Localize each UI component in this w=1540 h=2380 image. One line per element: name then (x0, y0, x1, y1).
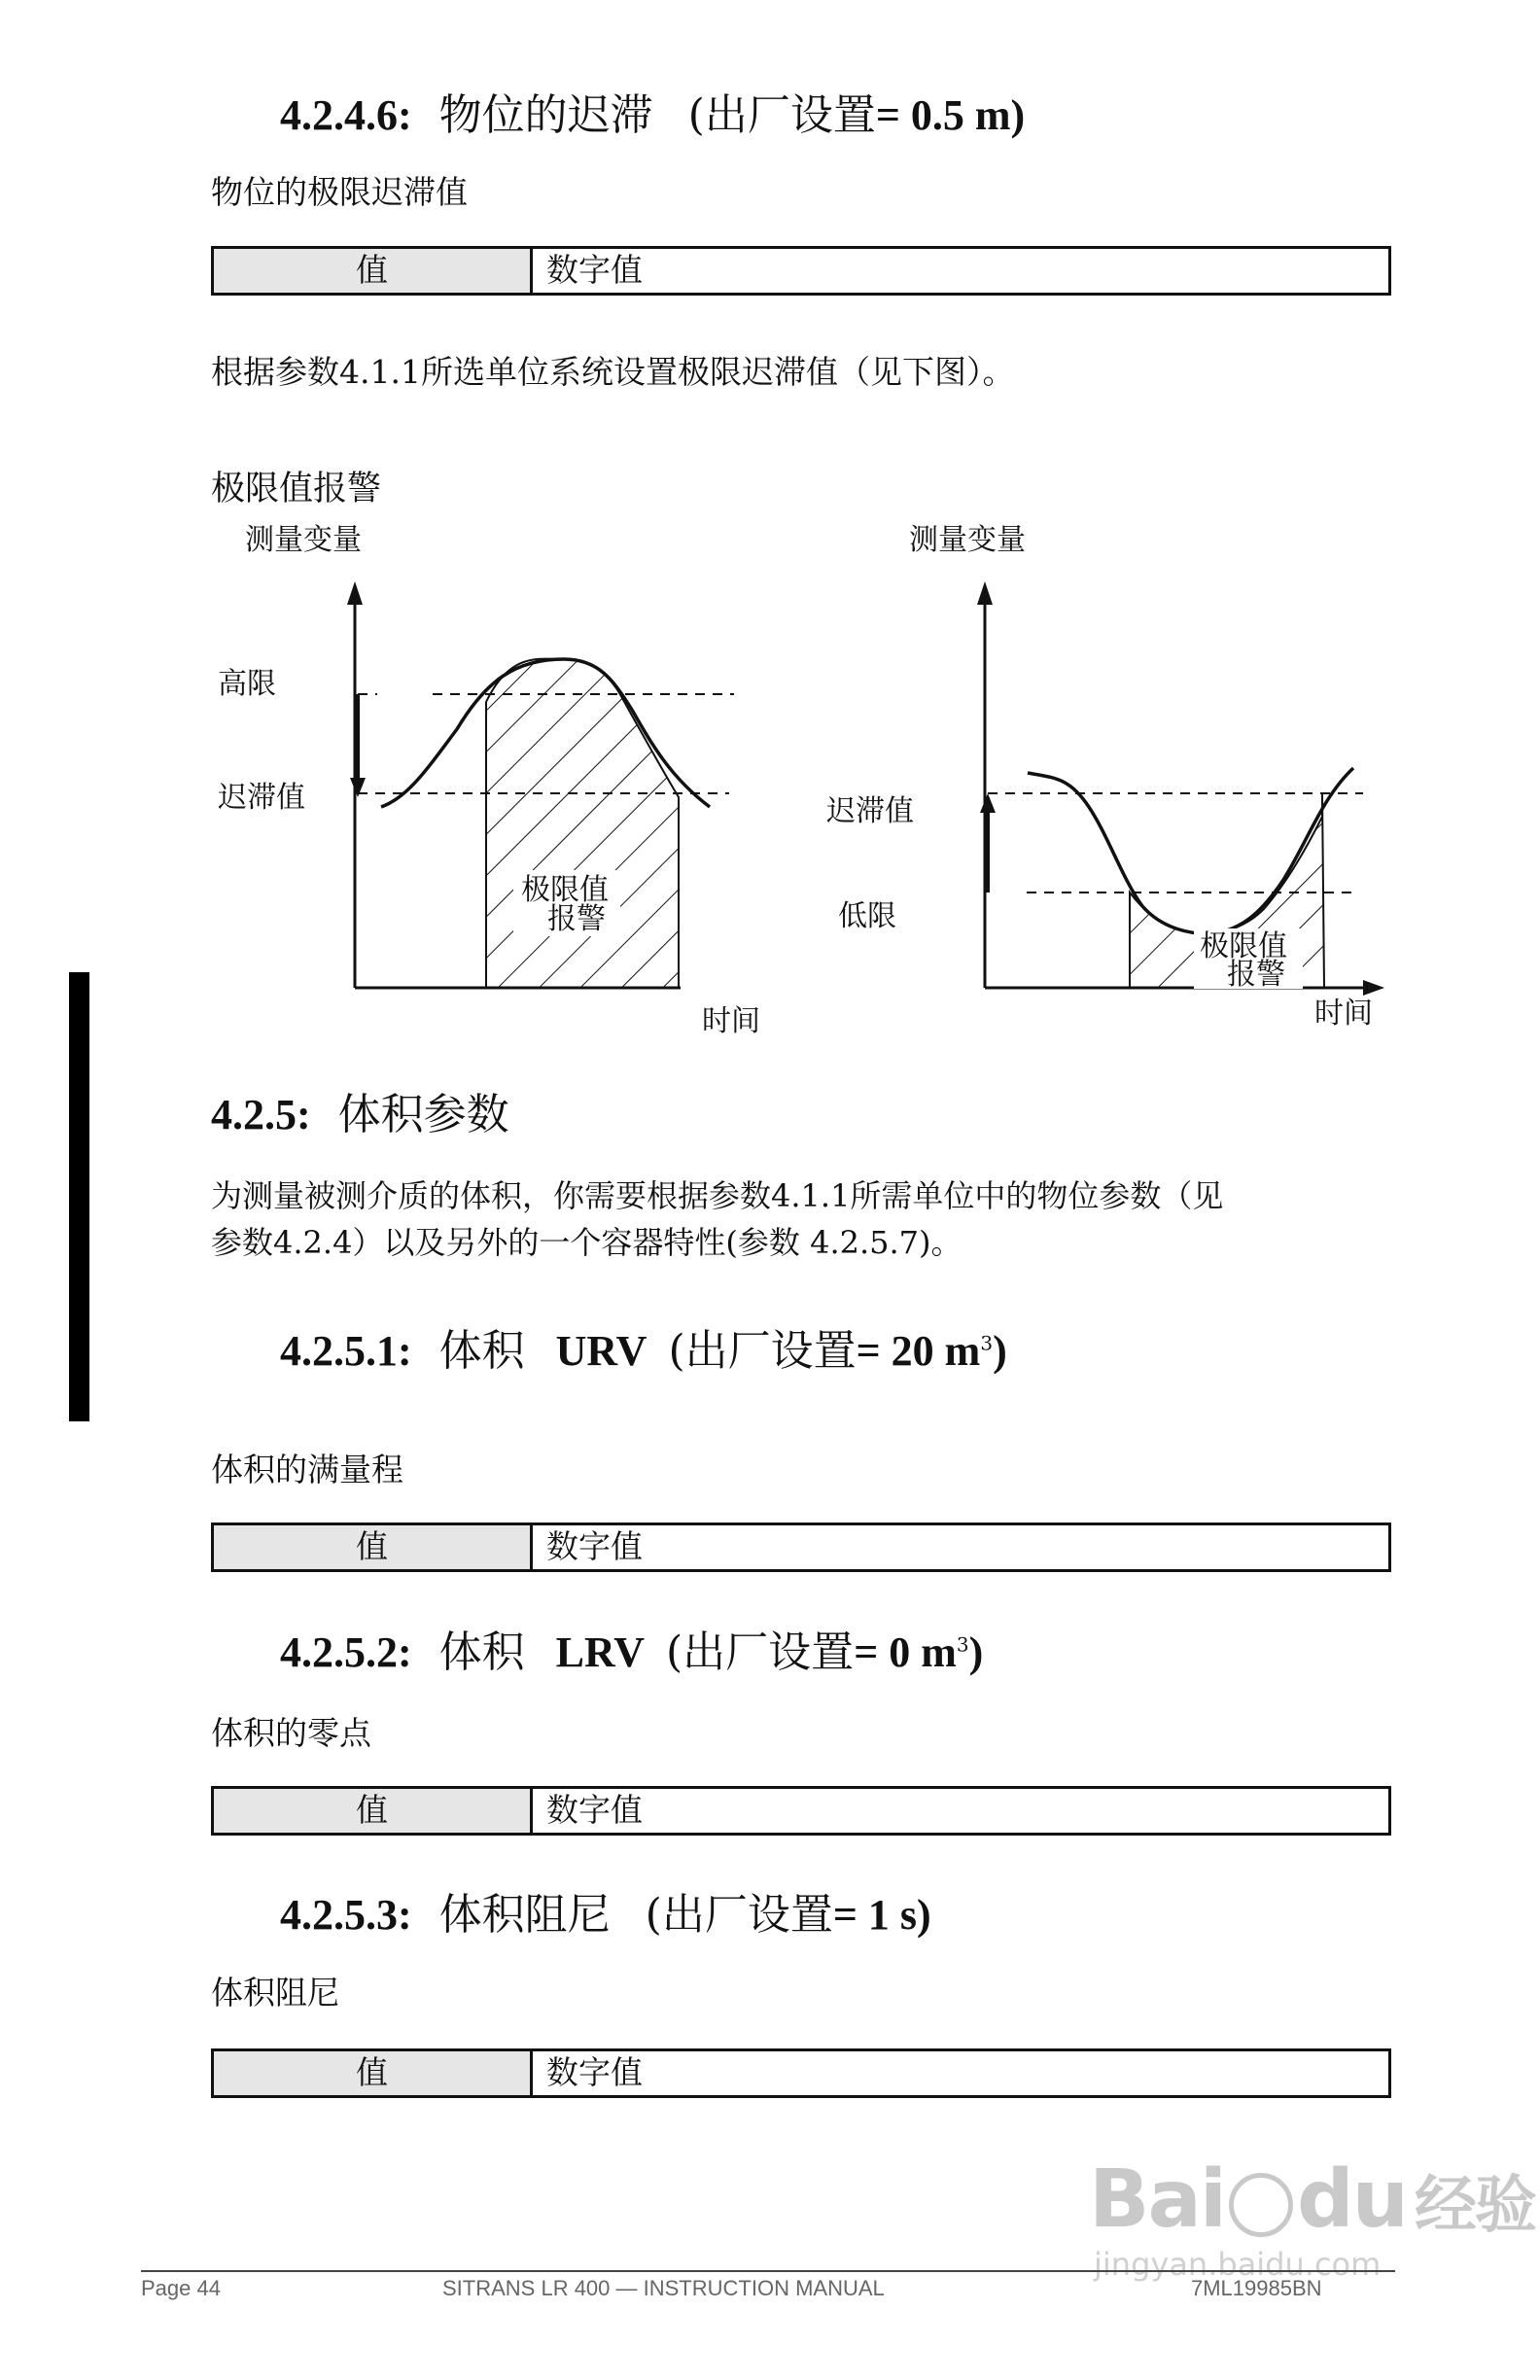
left-label-hysteresis: 迟滞值 (218, 781, 305, 815)
figure-title: 极限值报警 (211, 470, 382, 508)
right-label-low: 低限 (838, 899, 896, 933)
section-code: LRV (555, 1628, 646, 1676)
section-code: URV (555, 1327, 648, 1375)
left-label-high: 高限 (218, 667, 276, 701)
right-x-axis-arrow (1363, 980, 1384, 996)
value-table-label: 值 (214, 1525, 533, 1569)
unit-superscript: 3 (980, 1331, 994, 1355)
section-number: 4.2.4.6: (280, 91, 412, 139)
page-footer (141, 2270, 1395, 2300)
section-note: 根据参数4.1.1所选单位系统设置极限迟滞值（见下图）。 (211, 353, 1015, 391)
right-y-axis-arrow (977, 581, 993, 605)
section-heading-4-2-5 (211, 1079, 509, 1141)
footer-right: 7ML19985BN (1191, 2276, 1322, 2300)
baidu-watermark-logo (1089, 2153, 1535, 2246)
watermark-url: jingyan.baidu.com (1094, 2246, 1382, 2283)
section-heading-4-2-5-3 (280, 1879, 931, 1942)
watermark-brand: Bai (1089, 2153, 1225, 2246)
section-heading-4-2-5-2 (280, 1617, 983, 1679)
left-alarm-label-1: 极限值 (521, 873, 609, 907)
right-alarm-label-2: 报警 (1227, 958, 1285, 992)
default-prefix: (出厂设置 (687, 90, 876, 140)
section-title: 体积阻尼 (438, 1890, 611, 1940)
default-value: = 0 m (854, 1628, 957, 1676)
default-value: = 1 s) (832, 1891, 931, 1939)
section-number: 4.2.5: (211, 1091, 311, 1138)
section-paragraph (211, 1172, 1407, 1266)
section-description: 物位的极限迟滞值 (211, 173, 468, 211)
value-table (211, 1522, 1391, 1572)
value-table-label: 值 (214, 1789, 533, 1833)
left-alarm-region (486, 659, 679, 988)
right-hysteresis-arrowhead (980, 793, 996, 813)
left-x-label: 时间 (702, 1004, 760, 1038)
left-y-label: 测量变量 (245, 523, 362, 557)
default-value: = 20 m (856, 1327, 981, 1375)
section-title: 体积参数 (337, 1090, 509, 1139)
section-description: 体积的满量程 (211, 1451, 403, 1488)
left-alarm-label-2: 报警 (547, 902, 606, 936)
value-table (211, 2048, 1391, 2098)
paragraph-line-1: 为测量被测介质的体积，你需要根据参数4.1.1所需单位中的物位参数（见 (211, 1177, 1224, 1214)
section-title: 体积 (438, 1326, 525, 1376)
limit-alarm-figure (0, 0, 1540, 1069)
left-chart (218, 523, 760, 1038)
value-table (211, 1786, 1391, 1836)
paragraph-line-2: 参数4.2.4）以及另外的一个容器特性(参数 4.2.5.7)。 (211, 1224, 962, 1261)
default-prefix: (出厂设置 (666, 1628, 855, 1677)
value-table-label: 值 (214, 249, 533, 293)
section-number: 4.2.5.3: (280, 1891, 412, 1939)
section-number: 4.2.5.1: (280, 1327, 412, 1375)
default-prefix: (出厂设置 (645, 1890, 833, 1940)
change-bar (69, 972, 89, 1421)
section-number: 4.2.5.2: (280, 1628, 412, 1676)
default-close: ) (968, 1628, 984, 1676)
footer-center: SITRANS LR 400 — INSTRUCTION MANUAL (442, 2276, 885, 2300)
default-prefix: (出厂设置 (668, 1326, 857, 1376)
value-table-label: 值 (214, 2051, 533, 2095)
value-table-value: 数字值 (546, 1791, 643, 1829)
value-table-value: 数字值 (546, 2053, 643, 2091)
section-heading-4-2-5-1 (280, 1315, 1007, 1378)
right-label-hysteresis: 迟滞值 (826, 794, 914, 828)
default-value: = 0.5 m) (875, 91, 1026, 139)
paw-icon (1229, 2173, 1293, 2237)
right-chart (826, 523, 1384, 1031)
section-title: 物位的迟滞 (438, 90, 653, 140)
section-description: 体积阻尼 (211, 1974, 339, 2012)
right-x-label: 时间 (1314, 997, 1373, 1031)
watermark-brand-2: du (1296, 2153, 1408, 2246)
unit-superscript: 3 (956, 1632, 969, 1657)
section-title: 体积 (438, 1628, 525, 1677)
right-alarm-label-1: 极限值 (1200, 929, 1287, 963)
footer-left: Page 44 (141, 2276, 221, 2300)
value-table-value: 数字值 (546, 1527, 643, 1565)
watermark-brand-cn: 经验 (1415, 2170, 1536, 2242)
section-description: 体积的零点 (211, 1714, 371, 1752)
left-y-axis-arrow (347, 581, 363, 605)
value-table-value: 数字值 (546, 251, 643, 289)
right-y-label: 测量变量 (909, 523, 1026, 557)
default-close: ) (993, 1327, 1007, 1375)
